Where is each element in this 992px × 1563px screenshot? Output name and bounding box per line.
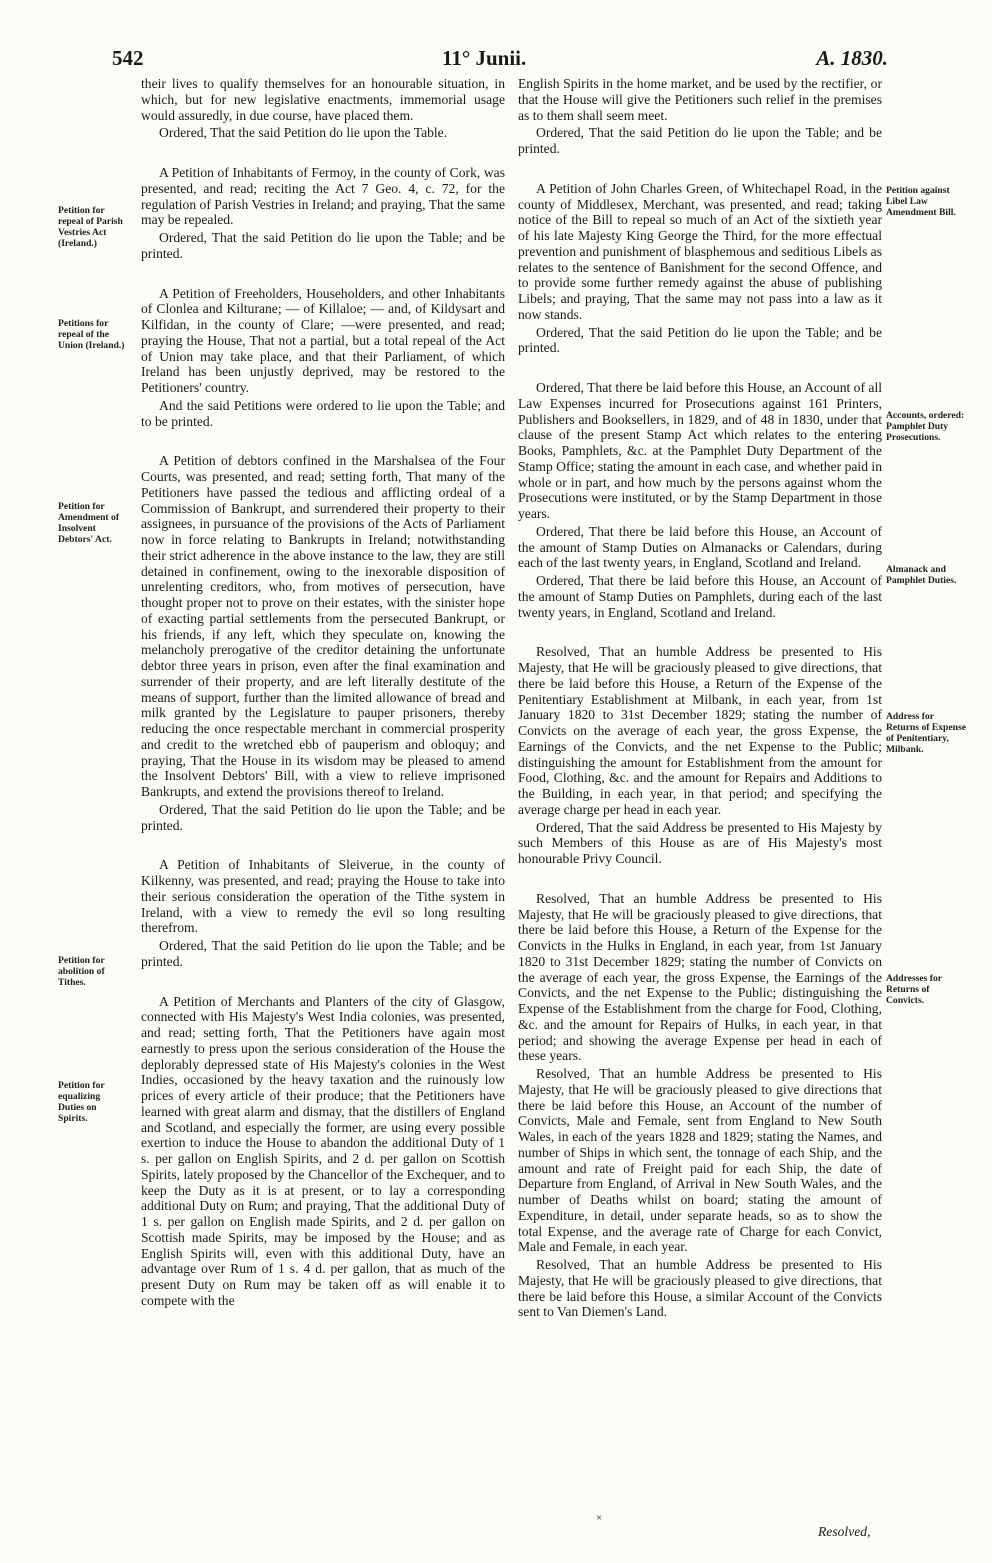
margin-note: Accounts, ordered: Pamphlet Duty Prosecutions. bbox=[886, 410, 965, 443]
margin-note: Address for Returns of Expense of Penitentiary, Milbank. bbox=[886, 711, 966, 755]
page-number: 542 bbox=[112, 46, 144, 70]
margin-note: Almanack and Pamphlet Duties. bbox=[886, 564, 957, 586]
paragraph: Ordered, That the said Address be presented to His Majesty by such Members of this House as are of His Majesty's most honourable Privy Council. bbox=[518, 819, 882, 866]
paragraph: And the said Petitions were ordered to lie upon the Table; and to be printed. bbox=[141, 397, 505, 429]
paragraph: English Spirits in the home market, and be used by the rectifier, or that the House will give the Petitioners such relief in the premises as to them shall seem meet. bbox=[518, 76, 882, 123]
paragraph: Ordered, That the said Petition do lie upon the Table; and be printed. bbox=[141, 801, 505, 833]
paragraph: Resolved, That an humble Address be presented to His Majesty, that He will be graciously pleased to give directions that there be laid before this House, an Account of the number of Convicts, Male and Female, sent from England to New South Wales, in each of the years 1828 and 1829; stating the Names, and number of Ships in which sent, the tonnage of each Ship, and the amount and rate of Freight paid for each Ship, the date of Departure from England, of Arrival in New South Wales, and the number of Deaths whilst on board; stating the amount of Expenditure, in detail, under separate heads, so as to show the total Expense, and the average rate of Charge for each Convict, Male and Female, in each year. bbox=[518, 1066, 882, 1255]
margin-note: Petitions for repeal of the Union (Ireland.) bbox=[58, 318, 125, 351]
paragraph: Ordered, That there be laid before this House, an Account of the amount of Stamp Duties on Almanacks or Calendars, during each of the last twenty years, in England, Scotland and Ireland. bbox=[518, 523, 882, 571]
signature-mark: × bbox=[596, 1512, 603, 1524]
margin-note: Addresses for Returns of Convicts. bbox=[886, 973, 942, 1006]
paragraph: A Petition of Inhabitants of Fermoy, in the county of Cork, was presented, and read; reciting the Act 7 Geo. 4, c. 72, for the regulation of Parish Vestries in Ireland; and praying, That the same may be repealed. bbox=[141, 165, 505, 228]
paragraph: A Petition of Merchants and Planters of the city of Glasgow, connected with His Majesty's West India colonies, was presented, and read; setting forth, That the Petitioners have again most earnestly to press upon the serious consideration of the House the deplorably depressed state of His Majesty's colonies in the West Indies, occasioned by the heavy taxation and the ruinously low prices of every article of their produce; that the Petitioners have learned with great alarm and dismay, that the distillers of England and Scotland, and especially the former, are using every possible exertion to induce the House to abandon the additional Duty of 1 s. per gallon on English Spirits, and 2 d. per gallon on Scottish Spirits, lately proposed by the Chancellor of the Exchequer, and to keep the Duty as it is at present, or to lay a corresponding additional Duty on Rum; and praying, That the additional Duty of 1 s. per gallon on English made Spirits, and 2 d. per gallon on Scottish made Spirits, may be imposed by the House; and as English Spirits will, even with this additional Duty, have an advantage over Rum of 1 s. 4 d. per gallon, that as much of the present Duty on Rum may be taken off as will enable it to compete with the bbox=[141, 993, 505, 1308]
paragraph: Ordered, That the said Petition do lie upon the Table; and be printed. bbox=[518, 324, 882, 356]
paragraph: A Petition of Freeholders, Householders, and other Inhabitants of Clonlea and Kilturane; — of Killaloe; — and, of Kildysart and Kilfidan, in the county of Clare; —were presented, and read; praying the House, That not a partial, but a total repeal of the Act of Union may take place, and that their Parliament, of which Ireland has been unjustly deprived, may be restored to the Petitioners' country. bbox=[141, 285, 505, 395]
margin-note: Petition against Libel Law Amendment Bill. bbox=[886, 185, 956, 218]
paragraph: Resolved, That an humble Address be presented to His Majesty, that He will be graciously pleased to give directions, that there be laid before this House, a Return of the Expense of the Penitentiary Establishment at Milbank, in each year, from 1st January 1820 to 31st December 1829; stating the number of Convicts on the average of each year, the gross Expense, the Earnings of the Convicts, and the net Expense to the Public; distinguishing the amount for Establishment from the amount for Food, Clothing, &c. and the amount for Repairs and Additions to the Building, in each year, in that period; and specifying the average charge per head in each year. bbox=[518, 644, 882, 817]
margin-note: Petition for Amendment of Insolvent Debtors' Act. bbox=[58, 501, 120, 545]
paragraph: their lives to qualify themselves for an honourable situation, in which, but for new legislative enactments, immemorial usage would assuredly, in due course, have placed them. bbox=[141, 76, 505, 123]
margin-note: Petition for abolition of Tithes. bbox=[58, 955, 105, 988]
margin-note: Petition for repeal of Parish Vestries Act (Ireland.) bbox=[58, 205, 123, 249]
page-header bbox=[112, 46, 888, 76]
paragraph: Resolved, That an humble Address be presented to His Majesty, that He will be graciously pleased to give directions, that there be laid before this House, a Return of the Expense for the Convicts in the Hulks in England, in each year, from 1st January 1820 to 31st December 1829; stating the number of Convicts on the average of each year, the gross Expense, the Earnings of the Convicts, and the net Expense to the Public; distinguishing the Expense of the Establishment from the charge for Food, Clothing, &c. and the amount for Repairs of Hulks, in each year, in that period; and showing the average Expense per head in each of these years. bbox=[518, 890, 882, 1064]
paragraph: A Petition of John Charles Green, of Whitechapel Road, in the county of Middlesex, Merchant, was presented, and read; taking notice of the Bill to repeal so much of an Act of the sixtieth year of his late Majesty King George the Third, for the more effectual prevention and punishment of blasphemous and seditious Libels as relates to the sentence of Banishment for the second Offence, and to provide some further remedy against the abuse of publishing Libels; and praying, That the same may not pass into a law as it now stands. bbox=[518, 180, 882, 322]
right-column bbox=[518, 76, 882, 1320]
page-year: A. 1830. bbox=[816, 46, 888, 70]
page-date: 11° Junii. bbox=[442, 46, 527, 70]
paragraph: Resolved, That an humble Address be presented to His Majesty, that He will be graciously pleased to give directions, that there be laid before this House, a similar Account of the Convicts sent to Van Diemen's Land. bbox=[518, 1257, 882, 1320]
paragraph: Ordered, That there be laid before this House, an Account of the amount of Stamp Duties on Pamphlets, during each of the last twenty years, in England, Scotland and Ireland. bbox=[518, 573, 882, 620]
left-column bbox=[141, 76, 505, 1309]
paragraph: Ordered, That the said Petition do lie upon the Table; and be printed. bbox=[141, 230, 505, 261]
paragraph: A Petition of Inhabitants of Sleiverue, in the county of Kilkenny, was presented, and read; praying the House to take into their serious consideration the operation of the Tithe system in Ireland, with a view to remedy the evil so long resulting therefrom. bbox=[141, 857, 505, 936]
catchword: Resolved, bbox=[818, 1524, 871, 1539]
paragraph: Ordered, That there be laid before this House, an Account of all Law Expenses incurred for Prosecutions against 161 Printers, Publishers and Booksellers, in 1829, and of 48 in 1830, under that clause of the present Stamp Act which relates to the entering Books, Pamphlets, &c. at the Pamphlet Duty Department of the Stamp Office; stating the amount in each case, and whether paid in whole or in part, and how much by the persons against whom the Prosecutions were instituted, or by the Stamp Department in those years. bbox=[518, 380, 882, 521]
paragraph: Ordered, That the said Petition do lie upon the Table; and be printed. bbox=[141, 938, 505, 969]
paragraph: Ordered, That the said Petition do lie upon the Table. bbox=[159, 125, 448, 141]
paragraph: Ordered, That the said Petition do lie upon the Table; and be printed. bbox=[518, 125, 882, 156]
margin-note: Petition for equalizing Duties on Spirits. bbox=[58, 1080, 105, 1124]
paragraph: A Petition of debtors confined in the Marshalsea of the Four Courts, was presented, and read; setting forth, That many of the Petitioners have passed the tedious and afflicting ordeal of a Commission of Bankrupt, and surrendered their property to their assignees, in pursuance of the provisions of the Acts of Parliament now in force relating to Bankrupts in Ireland; notwithstanding their strict adherence in the above instance to the law, they are still detained in confinement, owing to the inexorable disposition of unrelenting creditors, who, from motives of persecution, have thought proper not to prove on their estates, with the sinister hope of exacting partial settlements from the persecuted Bankrupt, or his friends, if any left, which they speculate on, knowing the melancholy prerogative of the creditor detaining the unfortunate debtor three years in prison, even after the final examination and surrender of their property, and are left literally destitute of the means of support, further than the limited allowance of bread and milk granted by the Legislature to pauper prisoners, thereby reducing the once respectable merchant in commercial prosperity and credit to the wretched ebb of pauperism and obloquy; and praying, That the House in its wisdom may be pleased to amend the Insolvent Debtors' Bill, with a view to relieve imprisoned Bankrupts, and extend the provisions thereof to Ireland. bbox=[141, 453, 505, 799]
